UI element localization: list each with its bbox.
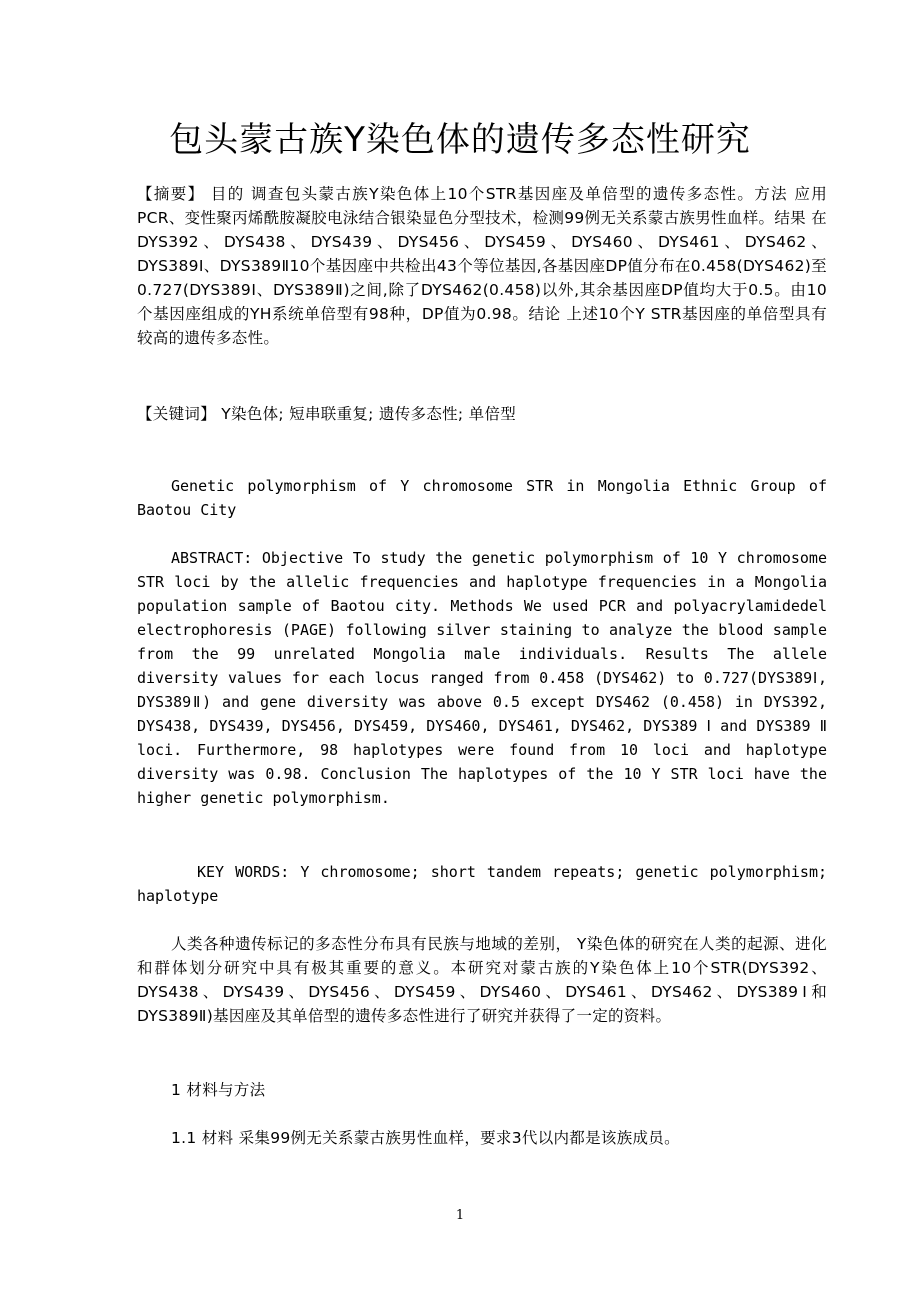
section-heading-1: 1 材料与方法 (171, 1081, 266, 1099)
section-1-1-paragraph: 1.1 材料 采集99例无关系蒙古族男性血样，要求3代以内都是该族成员。 (171, 1129, 680, 1147)
paper-title: 包头蒙古族Y染色体的遗传多态性研究 (169, 120, 751, 160)
abstract-cn (137, 182, 827, 350)
intro-paragraph: 人类各种遗传标记的多态性分布具有民族与地域的差别， Y染色体的研究在人类的起源、进化和群体划分研究中具有极其重要的意义。本研究对蒙古族的Y染色体上10个STR(DYS392、DYS438、DYS439、DYS456、DYS459、DYS460、DYS461、DYS462、DYS389Ⅰ和DYS389Ⅱ)基因座及其单倍型的遗传多态性进行了研究并获得了一定的资料。 (137, 935, 827, 1025)
abstract-en (137, 546, 827, 810)
keywords-cn (137, 402, 827, 426)
page-number: 1 (455, 1208, 465, 1223)
keywords-cn-text: Y染色体; 短串联重复; 遗传多态性; 单倍型 (221, 405, 517, 423)
keywords-en-label: KEY WORDS: (197, 863, 290, 881)
abstract-en-label: ABSTRACT: (171, 549, 253, 567)
abstract-en-text: Objective To study the genetic polymorphism of 10 Y chromosome STR loci by the allelic frequencies and haplotype frequencies in a Mongolia population sample of Baotou city. Methods We used PCR and polyacrylamidedel electrophoresis (PAGE) following silver staining to analyze the blood sample from the 99 unrelated Mongolia male individuals. Results The allele diversity values for each locus ranged from 0.458 (DYS462) to 0.727(DYS389Ⅰ, DYS389Ⅱ) and gene diversity was above 0.5 except DYS462 (0.458) in DYS392, DYS438, DYS439, DYS456, DYS459, DYS460, DYS461, DYS462, DYS389 Ⅰ and DYS389 Ⅱ loci. Furthermore, 98 haplotypes were found from 10 loci and haplotype diversity was 0.98. Conclusion The haplotypes of the 10 Y STR loci have the higher genetic polymorphism. (137, 549, 827, 807)
keywords-en-text: Y chromosome; short tandem repeats; genetic polymorphism; haplotype (137, 863, 827, 905)
keywords-en (137, 860, 827, 908)
abstract-cn-label: 【摘要】 (137, 185, 205, 203)
abstract-cn-text: 目的 调查包头蒙古族Y染色体上10个STR基因座及单倍型的遗传多态性。方法 应用PCR、变性聚丙烯酰胺凝胶电泳结合银染显色分型技术，检测99例无关系蒙古族男性血样。结果 在DYS392、DYS438、DYS439、DYS456、DYS459、DYS460、DYS461、DYS462、DYS389Ⅰ、DYS389Ⅱ10个基因座中共检出43个等位基因,各基因座DP值分布在0.458(DYS462)至0.727(DYS389Ⅰ、DYS389Ⅱ)之间,除了DYS462(0.458)以外,其余基因座DP值均大于0.5。由10个基因座组成的YH系统单倍型有98种，DP值为0.98。结论 上述10个Y STR基因座的单倍型具有较高的遗传多态性。 (137, 185, 828, 347)
english-title: Genetic polymorphism of Y chromosome STR in Mongolia Ethnic Group of Baotou City (137, 477, 827, 519)
keywords-cn-label: 【关键词】 (137, 405, 217, 423)
